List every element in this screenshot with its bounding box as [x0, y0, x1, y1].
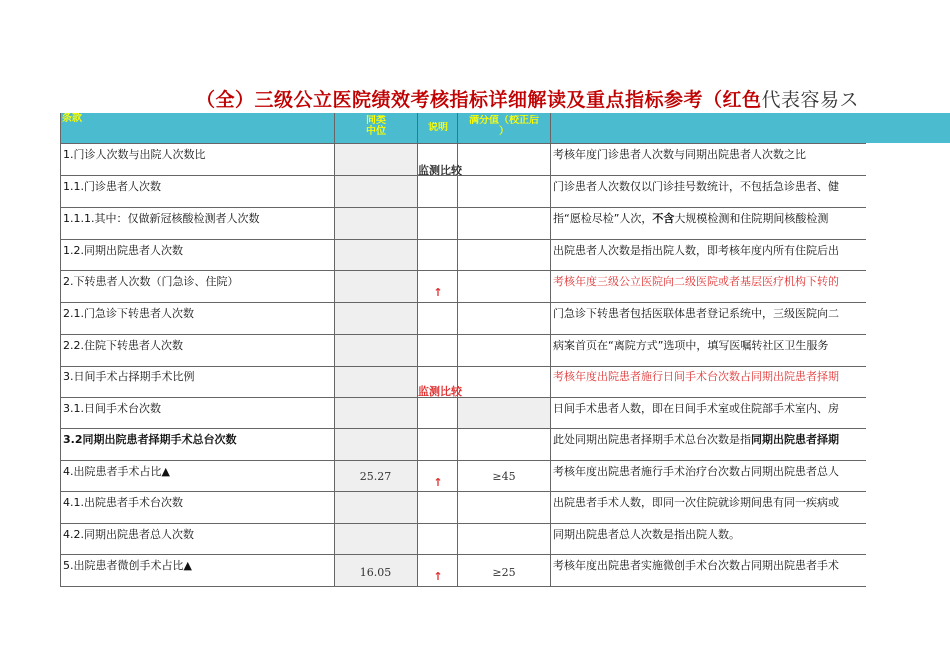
header-score-line1: 满分值（校正后: [469, 115, 539, 126]
table-row-desc: 考核年度门诊患者人次数与同期出院患者人次数之比: [553, 148, 806, 161]
grid-line: [60, 366, 866, 367]
table-row-item: 1.门诊人次数与出院人次数比: [63, 148, 206, 161]
table-row-desc: 日间手术患者人数，即在日间手术室或住院部手术室内、房: [553, 402, 839, 415]
grid-line: [60, 143, 866, 144]
grid-line: [60, 554, 866, 555]
peer-column-shade: [334, 144, 417, 586]
header-peer-line2: 中位: [366, 126, 386, 137]
table-row-item: 2.2.住院下转患者人次数: [63, 339, 183, 352]
grid-line: [334, 113, 335, 586]
table-row-desc: 同期出院患者总人次数是指出院人数。: [553, 528, 740, 541]
table-row-item: 2.1.门急诊下转患者人次数: [63, 307, 194, 320]
monitor-label: 监测比较: [418, 164, 462, 177]
table-row-desc: 考核年度出院患者实施微创手术台次数占同期出院患者手术: [553, 559, 839, 572]
header-full-score: [458, 115, 550, 145]
table-row-item: 1.2.同期出院患者人次数: [63, 244, 183, 257]
grid-line: [60, 207, 866, 208]
table-row-desc: 出院患者手术人数，即同一次住院就诊期间患有同一疾病或: [553, 496, 839, 509]
grid-line: [457, 113, 458, 586]
table-row-desc: 门诊患者人次数仅以门诊挂号数统计，不包括急诊患者、健: [553, 180, 839, 193]
table-row-item: 3.日间手术占择期手术比例: [63, 370, 195, 383]
peer-median-value: 25.27: [359, 470, 392, 483]
grid-line: [60, 523, 866, 524]
desc-part-bold: 同期出院患者择期: [751, 433, 839, 446]
monitor-label: 监测比较: [418, 385, 462, 398]
table-row-desc: 门急诊下转患者包括医联体患者登记系统中，三级医院向二: [553, 307, 839, 320]
grid-line: [417, 113, 418, 586]
table-row-item: 2.下转患者人次数（门急诊、住院）: [63, 275, 239, 288]
peer-median-value: 16.05: [359, 566, 392, 579]
table-row-item: 3.1.日间手术台次数: [63, 402, 161, 415]
grid-line: [550, 113, 551, 586]
table-row-desc: 考核年度出院患者施行日间手术台次数占同期出院患者择期: [553, 370, 839, 383]
table-row-item: 1.1.门诊患者人次数: [63, 180, 161, 193]
grid-line: [60, 586, 866, 587]
up-arrow-icon: ↑: [433, 570, 443, 583]
table-row-item: 4.1.出院患者手术台次数: [63, 496, 183, 509]
desc-part: 指“愿检尽检”人次，: [553, 212, 653, 225]
table-row-item: 4.出院患者手术占比▲: [63, 465, 170, 478]
title-main: （全）三级公立医院绩效考核指标详细解读及重点指标参考（红色: [196, 89, 762, 111]
title-tail: 代表容易ス: [761, 89, 860, 111]
table-row-item: 3.2同期出院患者择期手术总台次数: [63, 433, 237, 446]
up-arrow-icon: ↑: [433, 286, 443, 299]
table-row-desc: [553, 212, 866, 226]
page-title: [196, 85, 866, 115]
table-row-item: 1.1.1.其中：仅做新冠核酸检测者人次数: [63, 212, 260, 225]
grid-line: [60, 428, 866, 429]
table-row-item: 5.出院患者微创手术占比▲: [63, 559, 192, 572]
desc-part: 此处同期出院患者择期手术总台次数是指: [553, 433, 751, 446]
grid-line: [60, 113, 61, 586]
desc-part-bold: 不含: [652, 212, 675, 225]
grid-line: [60, 270, 866, 271]
score-shade-a: [458, 397, 550, 428]
full-score-value: ≥45: [492, 470, 516, 483]
table-row-desc: 考核年度出院患者施行手术治疗台次数占同期出院患者总人: [553, 465, 839, 478]
header-note: 说明: [428, 122, 448, 133]
table-row-desc: 出院患者人次数是指出院人数，即考核年度内所有住院后出: [553, 244, 839, 257]
up-arrow-icon: ↑: [433, 476, 443, 489]
table-row-desc: [553, 433, 866, 447]
grid-line: [60, 302, 866, 303]
table-row-desc: 病案首页在“离院方式”选项中，填写医嘱转社区卫生服务: [553, 339, 829, 352]
header-item: 条款: [62, 113, 82, 124]
full-score-value: ≥25: [492, 566, 516, 579]
grid-line: [60, 334, 866, 335]
desc-part: 大规模检测和住院期间核酸检测: [674, 212, 829, 225]
header-peer-median: [335, 115, 417, 145]
table-row-item: 4.2.同期出院患者总人次数: [63, 528, 194, 541]
header-peer-line1: 同类: [366, 115, 386, 126]
grid-line: [60, 460, 866, 461]
grid-line: [60, 491, 866, 492]
header-score-line2: ）: [499, 126, 509, 137]
table-row-desc: 考核年度三级公立医院向二级医院或者基层医疗机构下转的: [553, 275, 839, 288]
grid-line: [60, 239, 866, 240]
